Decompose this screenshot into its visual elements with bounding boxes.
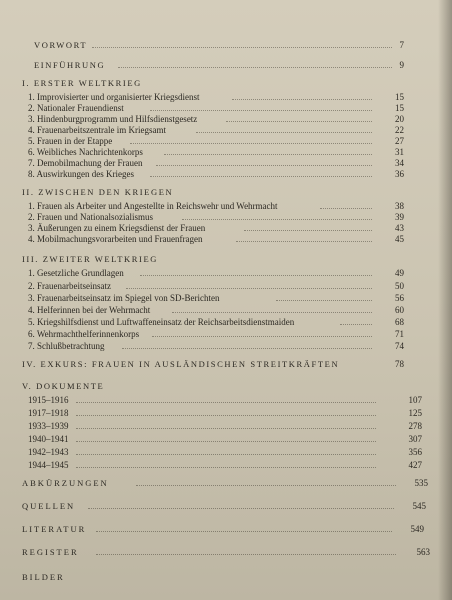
toc-label: 1. Improvisierter und organisierter Kriegsdienst	[28, 92, 200, 102]
leader-dots	[244, 230, 372, 231]
toc-page: 278	[408, 421, 422, 431]
toc-page: 43	[395, 223, 404, 233]
toc-page: 34	[395, 158, 404, 168]
toc-entry	[0, 433, 452, 446]
leader-dots	[236, 241, 372, 242]
section-heading: II. ZWISCHEN DEN KRIEGEN	[22, 187, 174, 197]
toc-label: 4. Helferinnen bei der Wehrmacht	[28, 305, 151, 315]
toc-label: QUELLEN	[22, 501, 76, 511]
toc-page: 45	[395, 234, 404, 244]
leader-dots	[76, 467, 376, 468]
toc-label: 5. Frauen in der Etappe	[28, 136, 113, 146]
leader-dots	[232, 99, 372, 100]
toc-label: BILDER	[22, 572, 65, 582]
leader-dots	[182, 219, 372, 220]
leader-dots	[88, 508, 394, 509]
toc-label: VORWORT	[34, 40, 88, 50]
toc-label: LITERATUR	[22, 524, 87, 534]
toc-page: 36	[395, 169, 404, 179]
toc-page: 68	[395, 317, 404, 327]
toc-entry	[0, 394, 452, 407]
toc-label: 2. Frauenarbeitseinsatz	[28, 281, 111, 291]
leader-dots	[172, 312, 372, 313]
leader-dots	[140, 275, 372, 276]
toc-label: 5. Kriegshilfsdienst und Luftwaffeneinsatz der Reichsarbeitsdienstmaiden	[28, 317, 295, 327]
toc-label: 7. Demobilmachung der Frauen	[28, 158, 143, 168]
toc-page: 71	[395, 329, 404, 339]
leader-dots	[152, 336, 372, 337]
toc-label: 2. Frauen und Nationalsozialismus	[28, 212, 153, 222]
toc-page: 20	[395, 114, 404, 124]
section-heading-4	[0, 358, 452, 371]
toc-page: 535	[414, 478, 428, 488]
toc-page: 15	[395, 103, 404, 113]
toc-label: 1942–1943	[28, 447, 69, 457]
section-heading-2	[0, 186, 452, 199]
toc-page: 307	[408, 434, 422, 444]
section-heading-1	[0, 77, 452, 90]
toc-label: EINFÜHRUNG	[34, 60, 106, 70]
leader-dots	[226, 121, 372, 122]
toc-page: 356	[408, 447, 422, 457]
toc-page: 9	[399, 60, 404, 70]
toc-page: 545	[412, 501, 426, 511]
toc-page: 27	[395, 136, 404, 146]
toc-label: 1940–1941	[28, 434, 69, 444]
section-heading-3	[0, 253, 452, 266]
toc-page: 107	[408, 395, 422, 405]
toc-entry-vorwort	[0, 39, 452, 52]
leader-dots	[76, 441, 376, 442]
toc-label: 1915–1916	[28, 395, 69, 405]
toc-page: 39	[395, 212, 404, 222]
leader-dots	[150, 110, 372, 111]
section-heading: I. ERSTER WELTKRIEG	[22, 78, 142, 88]
toc-entry	[0, 446, 452, 459]
toc-page: 549	[410, 524, 424, 534]
section-heading: V. DOKUMENTE	[22, 381, 105, 391]
leader-dots	[164, 154, 372, 155]
toc-label: ABKÜRZUNGEN	[22, 478, 109, 488]
toc-page: 427	[408, 460, 422, 470]
toc-label: 8. Auswirkungen des Krieges	[28, 169, 134, 179]
toc-entry	[0, 340, 452, 353]
toc-label: 6. Weibliches Nachrichtenkorps	[28, 147, 143, 157]
toc-page: 49	[395, 268, 404, 278]
toc-page: 125	[408, 408, 422, 418]
leader-dots	[130, 143, 372, 144]
toc-label: 1. Gesetzliche Grundlagen	[28, 268, 124, 278]
toc-page: 56	[395, 293, 404, 303]
toc-page: 22	[395, 125, 404, 135]
section-heading: IV. EXKURS: FRAUEN IN AUSLÄNDISCHEN STREITKRÄFTEN	[22, 359, 340, 369]
toc-entry	[0, 168, 452, 181]
toc-entry	[0, 407, 452, 420]
leader-dots	[196, 132, 372, 133]
leader-dots	[96, 531, 392, 532]
leader-dots	[122, 348, 372, 349]
toc-page: 15	[395, 92, 404, 102]
leader-dots	[276, 300, 372, 301]
toc-entry-bilder	[0, 571, 452, 584]
toc-label: 1917–1918	[28, 408, 69, 418]
toc-page: 74	[395, 341, 404, 351]
leader-dots	[118, 67, 392, 68]
toc-entry-literatur	[0, 523, 452, 536]
leader-dots	[136, 485, 396, 486]
leader-dots	[126, 288, 372, 289]
leader-dots	[156, 165, 372, 166]
toc-label: 2. Nationaler Frauendienst	[28, 103, 124, 113]
leader-dots	[150, 176, 372, 177]
toc-label: 1944–1945	[28, 460, 69, 470]
leader-dots	[76, 428, 376, 429]
leader-dots	[92, 47, 392, 48]
toc-entry-abkuerzungen	[0, 477, 452, 490]
toc-label: 7. Schlußbetrachtung	[28, 341, 105, 351]
toc-page: 60	[395, 305, 404, 315]
toc-entry	[0, 459, 452, 472]
toc-label: 4. Frauenarbeitszentrale im Kriegsamt	[28, 125, 166, 135]
toc-label: 6. Wehrmachthelferinnenkorps	[28, 329, 140, 339]
leader-dots	[76, 415, 376, 416]
toc-page: 50	[395, 281, 404, 291]
section-heading: III. ZWEITER WELTKRIEG	[22, 254, 158, 264]
toc-label: 3. Frauenarbeitseinsatz im Spiegel von SD-Berichten	[28, 293, 220, 303]
toc-label: 3. Äußerungen zu einem Kriegsdienst der Frauen	[28, 223, 206, 233]
toc-label: 4. Mobilmachungsvorarbeiten und Frauenfragen	[28, 234, 203, 244]
toc-entry-register	[0, 546, 452, 559]
toc-page: 31	[395, 147, 404, 157]
toc-page: 78	[395, 359, 404, 369]
toc-entry	[0, 267, 452, 280]
toc-page: 38	[395, 201, 404, 211]
toc-entry-einfuehrung	[0, 59, 452, 72]
leader-dots	[96, 554, 396, 555]
toc-label: 3. Hindenburgprogramm und Hilfsdienstgesetz	[28, 114, 198, 124]
leader-dots	[76, 454, 376, 455]
toc-entry-quellen	[0, 500, 452, 513]
toc-label: 1. Frauen als Arbeiter und Angestellte in Reichswehr und Wehrmacht	[28, 201, 278, 211]
toc-page: 7	[399, 40, 404, 50]
toc-page: 563	[416, 547, 430, 557]
leader-dots	[76, 402, 376, 403]
toc-entry	[0, 420, 452, 433]
toc-label: 1933–1939	[28, 421, 69, 431]
toc-label: REGISTER	[22, 547, 79, 557]
toc-entry	[0, 233, 452, 246]
section-heading-5	[0, 380, 452, 393]
